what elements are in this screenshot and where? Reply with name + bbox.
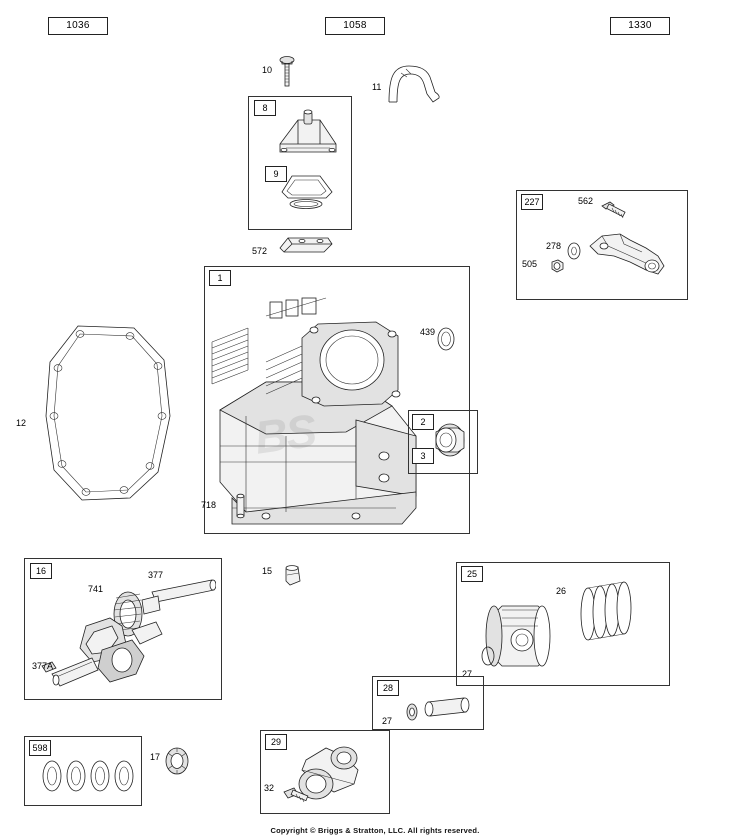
- part-plug-15[interactable]: [282, 563, 304, 589]
- callout-741: 741: [88, 584, 104, 594]
- part-washer-278[interactable]: [564, 242, 584, 260]
- part-crankshaft-16[interactable]: [36, 570, 216, 692]
- callout-278: 278: [546, 241, 562, 251]
- callout-377: 377: [148, 570, 164, 580]
- callout-562: 562: [578, 196, 594, 206]
- part-piston-rings-26[interactable]: [566, 578, 640, 650]
- part-hose-11[interactable]: [383, 58, 445, 104]
- callout-377A: 377A: [32, 661, 54, 671]
- callout-32: 32: [264, 783, 275, 793]
- callout-227: 227: [521, 194, 543, 210]
- part-retaining-ring-27-a[interactable]: [476, 644, 500, 668]
- callout-25: 25: [461, 566, 483, 582]
- callout-29: 29: [265, 734, 287, 750]
- part-connecting-rod-29[interactable]: [282, 736, 388, 808]
- callout-10: 10: [262, 65, 273, 75]
- part-piston-pin-28[interactable]: [400, 690, 478, 726]
- part-screw-562[interactable]: [600, 198, 634, 226]
- callout-11: 11: [372, 82, 382, 92]
- callout-17: 17: [150, 752, 161, 762]
- reference-box-1330[interactable]: 1330: [610, 17, 670, 35]
- callout-12: 12: [16, 418, 27, 428]
- copyright-notice: Copyright © Briggs & Stratton, LLC. All rights reserved.: [270, 826, 480, 835]
- callout-3: 3: [412, 448, 434, 464]
- callout-718: 718: [201, 500, 217, 510]
- callout-27-a: 27: [462, 669, 473, 679]
- part-screw-10[interactable]: [278, 55, 304, 91]
- callout-1: 1: [209, 270, 231, 286]
- callout-598: 598: [29, 740, 51, 756]
- callout-505: 505: [522, 259, 538, 269]
- part-bracket-572[interactable]: [278, 232, 334, 256]
- part-control-bracket-227[interactable]: [586, 226, 678, 290]
- callout-26: 26: [556, 586, 567, 596]
- callout-15: 15: [262, 566, 273, 576]
- callout-439: 439: [420, 327, 436, 337]
- part-gasket-9[interactable]: [276, 168, 338, 210]
- part-shims-598[interactable]: [34, 752, 138, 800]
- part-crankcase-gasket-12[interactable]: [38, 320, 178, 510]
- part-breather-8[interactable]: [272, 104, 346, 160]
- part-dowel-718[interactable]: [232, 492, 250, 520]
- part-oil-seal-17[interactable]: [160, 744, 194, 778]
- callout-2: 2: [412, 414, 434, 430]
- callout-8: 8: [254, 100, 276, 116]
- part-nut-505[interactable]: [546, 258, 566, 276]
- reference-box-1058[interactable]: 1058: [325, 17, 385, 35]
- part-bearing-2-3[interactable]: [424, 414, 476, 470]
- callout-572: 572: [252, 246, 268, 256]
- reference-box-1036[interactable]: 1036: [48, 17, 108, 35]
- callout-27-b: 27: [382, 716, 393, 726]
- callout-9: 9: [265, 166, 287, 182]
- part-seal-439[interactable]: [432, 326, 460, 352]
- callout-28: 28: [377, 680, 399, 696]
- callout-16: 16: [30, 563, 52, 579]
